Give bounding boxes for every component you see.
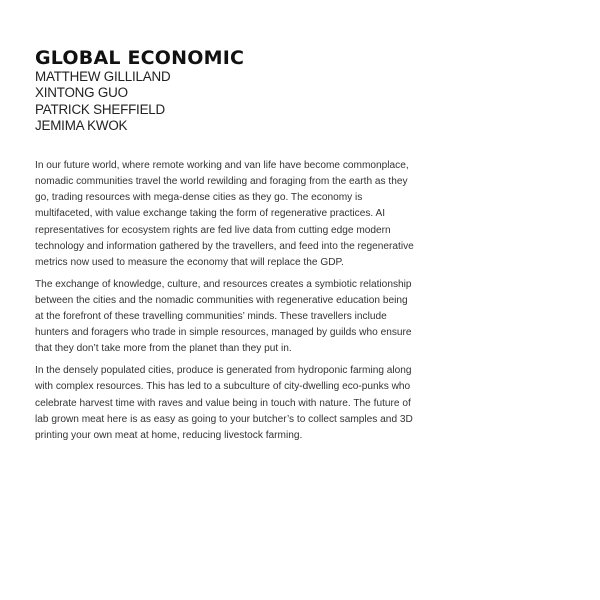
author-name: PATRICK SHEFFIELD bbox=[35, 101, 166, 117]
body-paragraph: In the densely populated cities, produce is generated from hydroponic farming along with complex resources. This has led to a subculture of city-dwelling eco-punks who celebrate harvest time with raves and value being in touch with nature. The future of lab grown meat here is as easy as going to your butcher’s to collect samples and 3D printing your own meat at home, reducing livestock farming. bbox=[35, 365, 413, 441]
author-list bbox=[35, 69, 415, 134]
document-page bbox=[35, 47, 415, 450]
author-name: MATTHEW GILLILAND bbox=[35, 69, 171, 84]
author-name: XINTONG GUO bbox=[35, 85, 128, 101]
body-paragraph: In our future world, where remote working and van life have become commonplace, nomadic communities travel the world rewilding and foraging from the earth as they go, trading resources with mega-dense cities as they go. The economy is multifaceted, with value exchange taking the form of regenerative practices. AI representatives for ecosystem rights are fed live data from cutting edge modern technology and information gathered by the travellers, and feed into the regenerative metrics now used to measure the economy that will replace the GDP. bbox=[35, 160, 414, 268]
body-text bbox=[35, 158, 415, 444]
author-name: JEMIMA KWOK bbox=[35, 117, 128, 133]
body-paragraph: The exchange of knowledge, culture, and resources creates a symbiotic relationship between the cities and the nomadic communities with regenerative education being at the forefront of these travelling communities’ minds. These travellers include hunters and foragers who trade in simple resources, managed by guilds who ensure that they don’t take more from the planet than they put in. bbox=[35, 278, 412, 355]
document-title: GLOBAL ECONOMIC bbox=[35, 47, 245, 69]
